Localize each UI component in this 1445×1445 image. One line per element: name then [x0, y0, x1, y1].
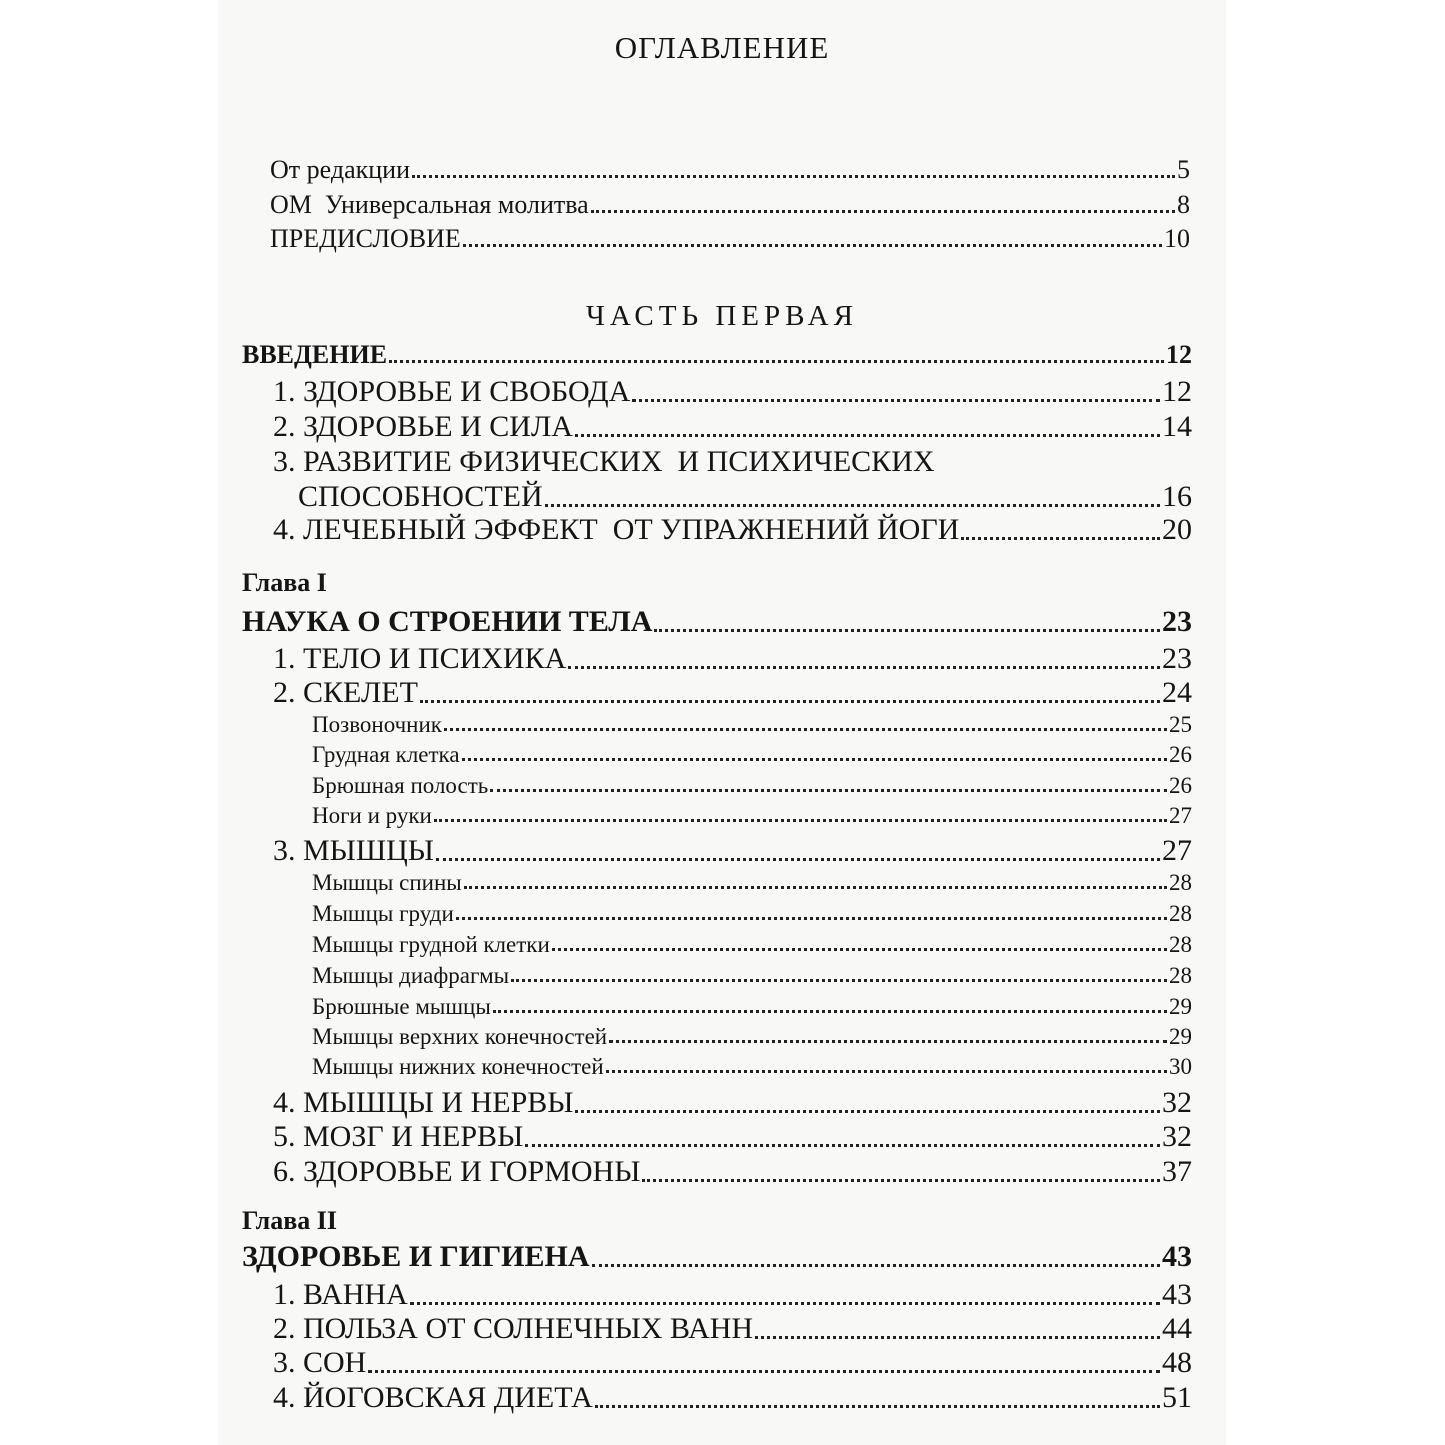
toc-entry: 3. СОН 48 [273, 1346, 1192, 1379]
toc-entry: 1. ВАННА 43 [273, 1278, 1192, 1311]
chapter-label: Глава II [242, 1206, 337, 1235]
page-title: ОГЛАВЛЕНИЕ [614, 30, 830, 65]
toc-entry: 3. МЫШЦЫ 27 [273, 834, 1192, 867]
part-title: ЧАСТЬ ПЕРВАЯ [586, 300, 858, 332]
toc-entry: 4. ЛЕЧЕБНЫЙ ЭФФЕКТ ОТ УПРАЖНЕНИЙ ЙОГИ 20 [273, 513, 1192, 546]
toc-entry: 4. МЫШЦЫ И НЕРВЫ 32 [273, 1086, 1192, 1119]
toc-subentry: Брюшная полость 26 [312, 773, 1192, 798]
toc-subentry: Мышцы груди 28 [312, 901, 1192, 926]
toc-subentry: Мышцы верхних конечностей 29 [312, 1024, 1192, 1049]
section-heading: ВВЕДЕНИЕ 12 [242, 340, 1192, 369]
toc-entry: 5. МОЗГ И НЕРВЫ 32 [273, 1120, 1192, 1153]
toc-subentry: Мышцы грудной клетки 28 [312, 932, 1192, 957]
toc-entry: 3. РАЗВИТИЕ ФИЗИЧЕСКИХ И ПСИХИЧЕСКИХ [273, 445, 935, 478]
toc-entry: 2. СКЕЛЕТ 24 [273, 676, 1192, 709]
toc-entry: 1. ТЕЛО И ПСИХИКА 23 [273, 642, 1192, 675]
toc-subentry: Грудная клетка 26 [312, 742, 1192, 767]
toc-entry: 2. ПОЛЬЗА ОТ СОЛНЕЧНЫХ ВАНН 44 [273, 1312, 1192, 1345]
chapter-heading: НАУКА О СТРОЕНИИ ТЕЛА 23 [242, 605, 1192, 638]
toc-entry: 1. ЗДОРОВЬЕ И СВОБОДА 12 [273, 375, 1192, 408]
toc-subentry: Ноги и руки 27 [312, 803, 1192, 828]
toc-subentry: Мышцы нижних конечностей 30 [312, 1054, 1192, 1079]
toc-subentry: Позвоночник 25 [312, 712, 1192, 737]
toc-subentry: Брюшные мышцы 29 [312, 994, 1192, 1019]
toc-entry: СПОСОБНОСТЕЙ 16 [298, 480, 1192, 513]
toc-entry: 2. ЗДОРОВЬЕ И СИЛА 14 [273, 410, 1192, 443]
toc-entry: ПРЕДИСЛОВИЕ 10 [270, 224, 1190, 253]
chapter-heading: ЗДОРОВЬЕ И ГИГИЕНА 43 [242, 1240, 1192, 1273]
toc-entry: ОМ Универсальная молитва 8 [270, 190, 1190, 219]
toc-entry: 6. ЗДОРОВЬЕ И ГОРМОНЫ 37 [273, 1155, 1192, 1188]
toc-subentry: Мышцы диафрагмы 28 [312, 963, 1192, 988]
chapter-label: Глава I [242, 568, 327, 597]
toc-entry: 4. ЙОГОВСКАЯ ДИЕТА 51 [273, 1381, 1192, 1414]
book-page [218, 0, 1226, 1445]
toc-entry: От редакции 5 [270, 155, 1190, 184]
toc-subentry: Мышцы спины 28 [312, 870, 1192, 895]
